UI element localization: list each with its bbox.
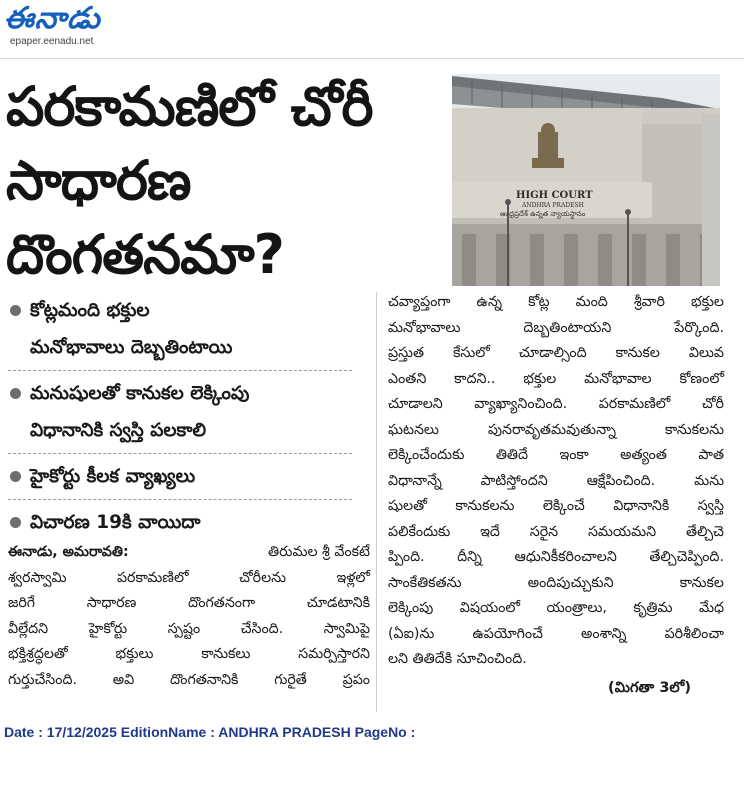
body-line: లని తితిదేకి సూచించింది. xyxy=(388,651,527,667)
word: సాంకేతికతను xyxy=(388,574,462,591)
headline xyxy=(6,70,446,292)
eenadu-logo xyxy=(4,2,134,50)
body-line xyxy=(8,566,370,592)
article-body-left xyxy=(8,540,370,693)
word: ప్పింది. xyxy=(388,549,425,565)
highlight-bullets xyxy=(8,292,352,541)
word: ఆక్షేపించింది. xyxy=(586,472,656,489)
body-line xyxy=(8,540,370,566)
bullet-dot-icon xyxy=(10,517,21,528)
bullet-dot-icon xyxy=(10,471,21,482)
bullet-divider xyxy=(8,499,352,500)
bullet-item xyxy=(8,458,352,495)
word: భక్తులు xyxy=(115,646,154,662)
body-line xyxy=(388,545,724,571)
word: అత్యంత xyxy=(620,447,667,463)
word: పాటిస్తోందని xyxy=(480,472,548,489)
word: చవ్యాప్తంగా xyxy=(388,294,451,310)
word: హైకోర్టు xyxy=(88,620,128,637)
body-line xyxy=(388,469,724,495)
bullet-item xyxy=(8,375,352,449)
word: దెబ్బతింటాయని xyxy=(523,319,612,336)
word: ఇళ్లలో xyxy=(336,569,370,586)
word: ఇదే xyxy=(480,523,500,540)
word: మను xyxy=(694,472,724,489)
word: ప్రస్తుత xyxy=(388,345,424,361)
word: పరకామణిలో xyxy=(116,569,189,586)
word: ఉపయోగించే xyxy=(472,625,543,642)
word: కానుకలను xyxy=(664,421,724,438)
body-line xyxy=(8,642,370,668)
body-line xyxy=(388,367,724,393)
bullet-line: మనుషులతో కానుకల లెక్కింపు xyxy=(30,383,250,404)
body-line xyxy=(388,316,724,342)
bullet-dot-icon xyxy=(10,388,21,399)
bullet-line: హైకోర్టు కీలక వ్యాఖ్యలు xyxy=(30,466,196,487)
word: కానుకల xyxy=(679,574,724,591)
word: చోరీ xyxy=(701,396,724,412)
photo-sign-line2: ANDHRA PRADESH xyxy=(522,202,584,209)
word: వీల్లేదని xyxy=(8,620,49,637)
photo-sign-line3: ఆంధ్రప్రదేశ్ ఉన్నత న్యాయస్థానం xyxy=(500,210,586,218)
word: కానుకల xyxy=(615,345,660,361)
word: స్వస్తి xyxy=(697,498,724,514)
word: లెక్కింపు xyxy=(388,600,434,616)
word: చూడాల్సింది xyxy=(518,345,587,361)
word: చోరీలను xyxy=(239,569,287,586)
word: (ఏఐ)ను xyxy=(388,625,435,642)
word: చూడాలని xyxy=(388,396,443,412)
bullet-line: విచారణ 19కి వాయిదా xyxy=(30,512,201,533)
word: చేసింది. xyxy=(240,620,284,637)
word: తితిదే xyxy=(495,447,529,463)
word: కాదని.. xyxy=(454,370,496,387)
body-line xyxy=(8,591,370,617)
word: లెక్కించే xyxy=(542,498,585,514)
word: పేర్కొంది. xyxy=(674,319,724,336)
body-line xyxy=(388,622,724,648)
word: తేల్చిచెప్పింది. xyxy=(649,549,724,565)
bullet-line: కోట్లమంది భక్తుల xyxy=(30,300,150,321)
word: కోట్ల xyxy=(528,294,550,310)
bullet-dot-icon xyxy=(10,305,21,316)
word: తేల్చిచె xyxy=(685,523,724,540)
word: దొంగతనానికి xyxy=(169,671,239,688)
word: విధానానికి xyxy=(613,498,670,514)
word: విలువ xyxy=(688,345,724,361)
body-line xyxy=(388,341,724,367)
word: శ్రీవారి xyxy=(633,294,665,310)
photo-sign-line1: HIGH COURT xyxy=(516,190,593,201)
continued-on-page: (మిగతా 3లో) xyxy=(608,680,691,696)
body-line xyxy=(8,617,370,643)
body-line xyxy=(8,668,370,694)
dateline: ఈనాడు, అమరావతి: xyxy=(8,544,129,560)
word: అందిపుచ్చుకుని xyxy=(527,574,614,591)
word: అంశాన్ని xyxy=(581,625,627,642)
word: పలికేందుకు xyxy=(388,523,451,540)
word: పరకామణిలో xyxy=(598,396,671,412)
word: కేసులో xyxy=(453,345,490,361)
word: మనోభావాల xyxy=(584,370,652,387)
word: ఆధునికీకరించాలని xyxy=(514,549,617,565)
body-text: తిరుమల శ్రీ వేంకటే xyxy=(268,544,370,560)
word: విధానాన్నే xyxy=(388,472,442,489)
headline-line-2: సాధారణ xyxy=(6,149,191,212)
body-line xyxy=(388,494,724,520)
body-line xyxy=(388,290,724,316)
word: పునరావృతమవుతున్నా xyxy=(487,421,617,438)
word: విషయంలో xyxy=(459,600,521,616)
word: ప్రపం xyxy=(342,671,370,688)
column-divider xyxy=(376,292,377,712)
body-line xyxy=(388,571,724,597)
word: సరైన xyxy=(529,523,559,540)
word: ఎంతని xyxy=(388,370,427,387)
word: కోణంలో xyxy=(679,370,724,387)
word: మేధ xyxy=(698,600,724,616)
word: పాత xyxy=(698,447,724,463)
bullet-divider xyxy=(8,370,352,371)
word: గుర్తుచేసింది. xyxy=(8,671,77,688)
word: కృత్రిమ xyxy=(633,600,673,616)
word: యంత్రాలు, xyxy=(546,600,607,616)
word: మనోభావాలు xyxy=(388,319,461,336)
word: గురైతే xyxy=(274,671,307,688)
body-line xyxy=(388,443,724,469)
headline-line-3: దొంగతనమా? xyxy=(6,223,284,286)
word: భక్తిశ్రద్ధలతో xyxy=(8,646,68,662)
article-body-right xyxy=(388,290,724,673)
word: లెక్కించేందుకు xyxy=(388,447,465,463)
headline-line-1: పరకామణిలో చోరీ xyxy=(6,75,373,138)
word: ఉన్న xyxy=(476,294,503,310)
body-line xyxy=(388,520,724,546)
word: భక్తుల xyxy=(690,294,724,310)
bullet-line: మనోభావాలు దెబ్బతింటాయి xyxy=(30,337,233,358)
word: దొంగతనంగా xyxy=(188,595,256,611)
word: స్పష్టం xyxy=(167,620,201,637)
word: మంది xyxy=(575,294,608,310)
bullet-item xyxy=(8,504,352,541)
word: ఘటనలు xyxy=(388,421,439,438)
word: స్వామిపై xyxy=(323,620,370,637)
body-line xyxy=(388,392,724,418)
word: సమయమని xyxy=(587,523,657,540)
word: దీన్ని xyxy=(457,549,482,565)
word: అవి xyxy=(112,671,135,688)
body-line xyxy=(388,418,724,444)
body-line xyxy=(388,596,724,622)
logo-wordmark: ఈనాడు xyxy=(4,1,101,36)
word: శ్వరస్వామి xyxy=(8,569,67,586)
word: భక్తుల xyxy=(523,370,557,387)
word: వ్యాఖ్యానించింది. xyxy=(474,396,568,412)
edition-footer: Date : 17/12/2025 EditionName : ANDHRA PRADESH PageNo : xyxy=(4,724,416,740)
word: కానుకలను xyxy=(455,498,515,514)
word: సమర్పిస్తారని xyxy=(298,646,370,662)
word: కానుకలు xyxy=(201,646,251,662)
logo-url: epaper.eenadu.net xyxy=(10,36,94,47)
word: సాధారణ xyxy=(86,595,137,611)
word: పరిశీలించా xyxy=(664,625,724,642)
bullet-line: విధానానికి స్వస్తి పలకాలి xyxy=(30,420,207,441)
bullet-item xyxy=(8,292,352,366)
word: జరిగే xyxy=(8,595,36,611)
high-court-photo xyxy=(452,74,720,286)
word: చూడటానికి xyxy=(306,595,370,611)
word: ఇంకా xyxy=(559,447,589,463)
bullet-divider xyxy=(8,453,352,454)
word: షులతో xyxy=(388,498,427,514)
